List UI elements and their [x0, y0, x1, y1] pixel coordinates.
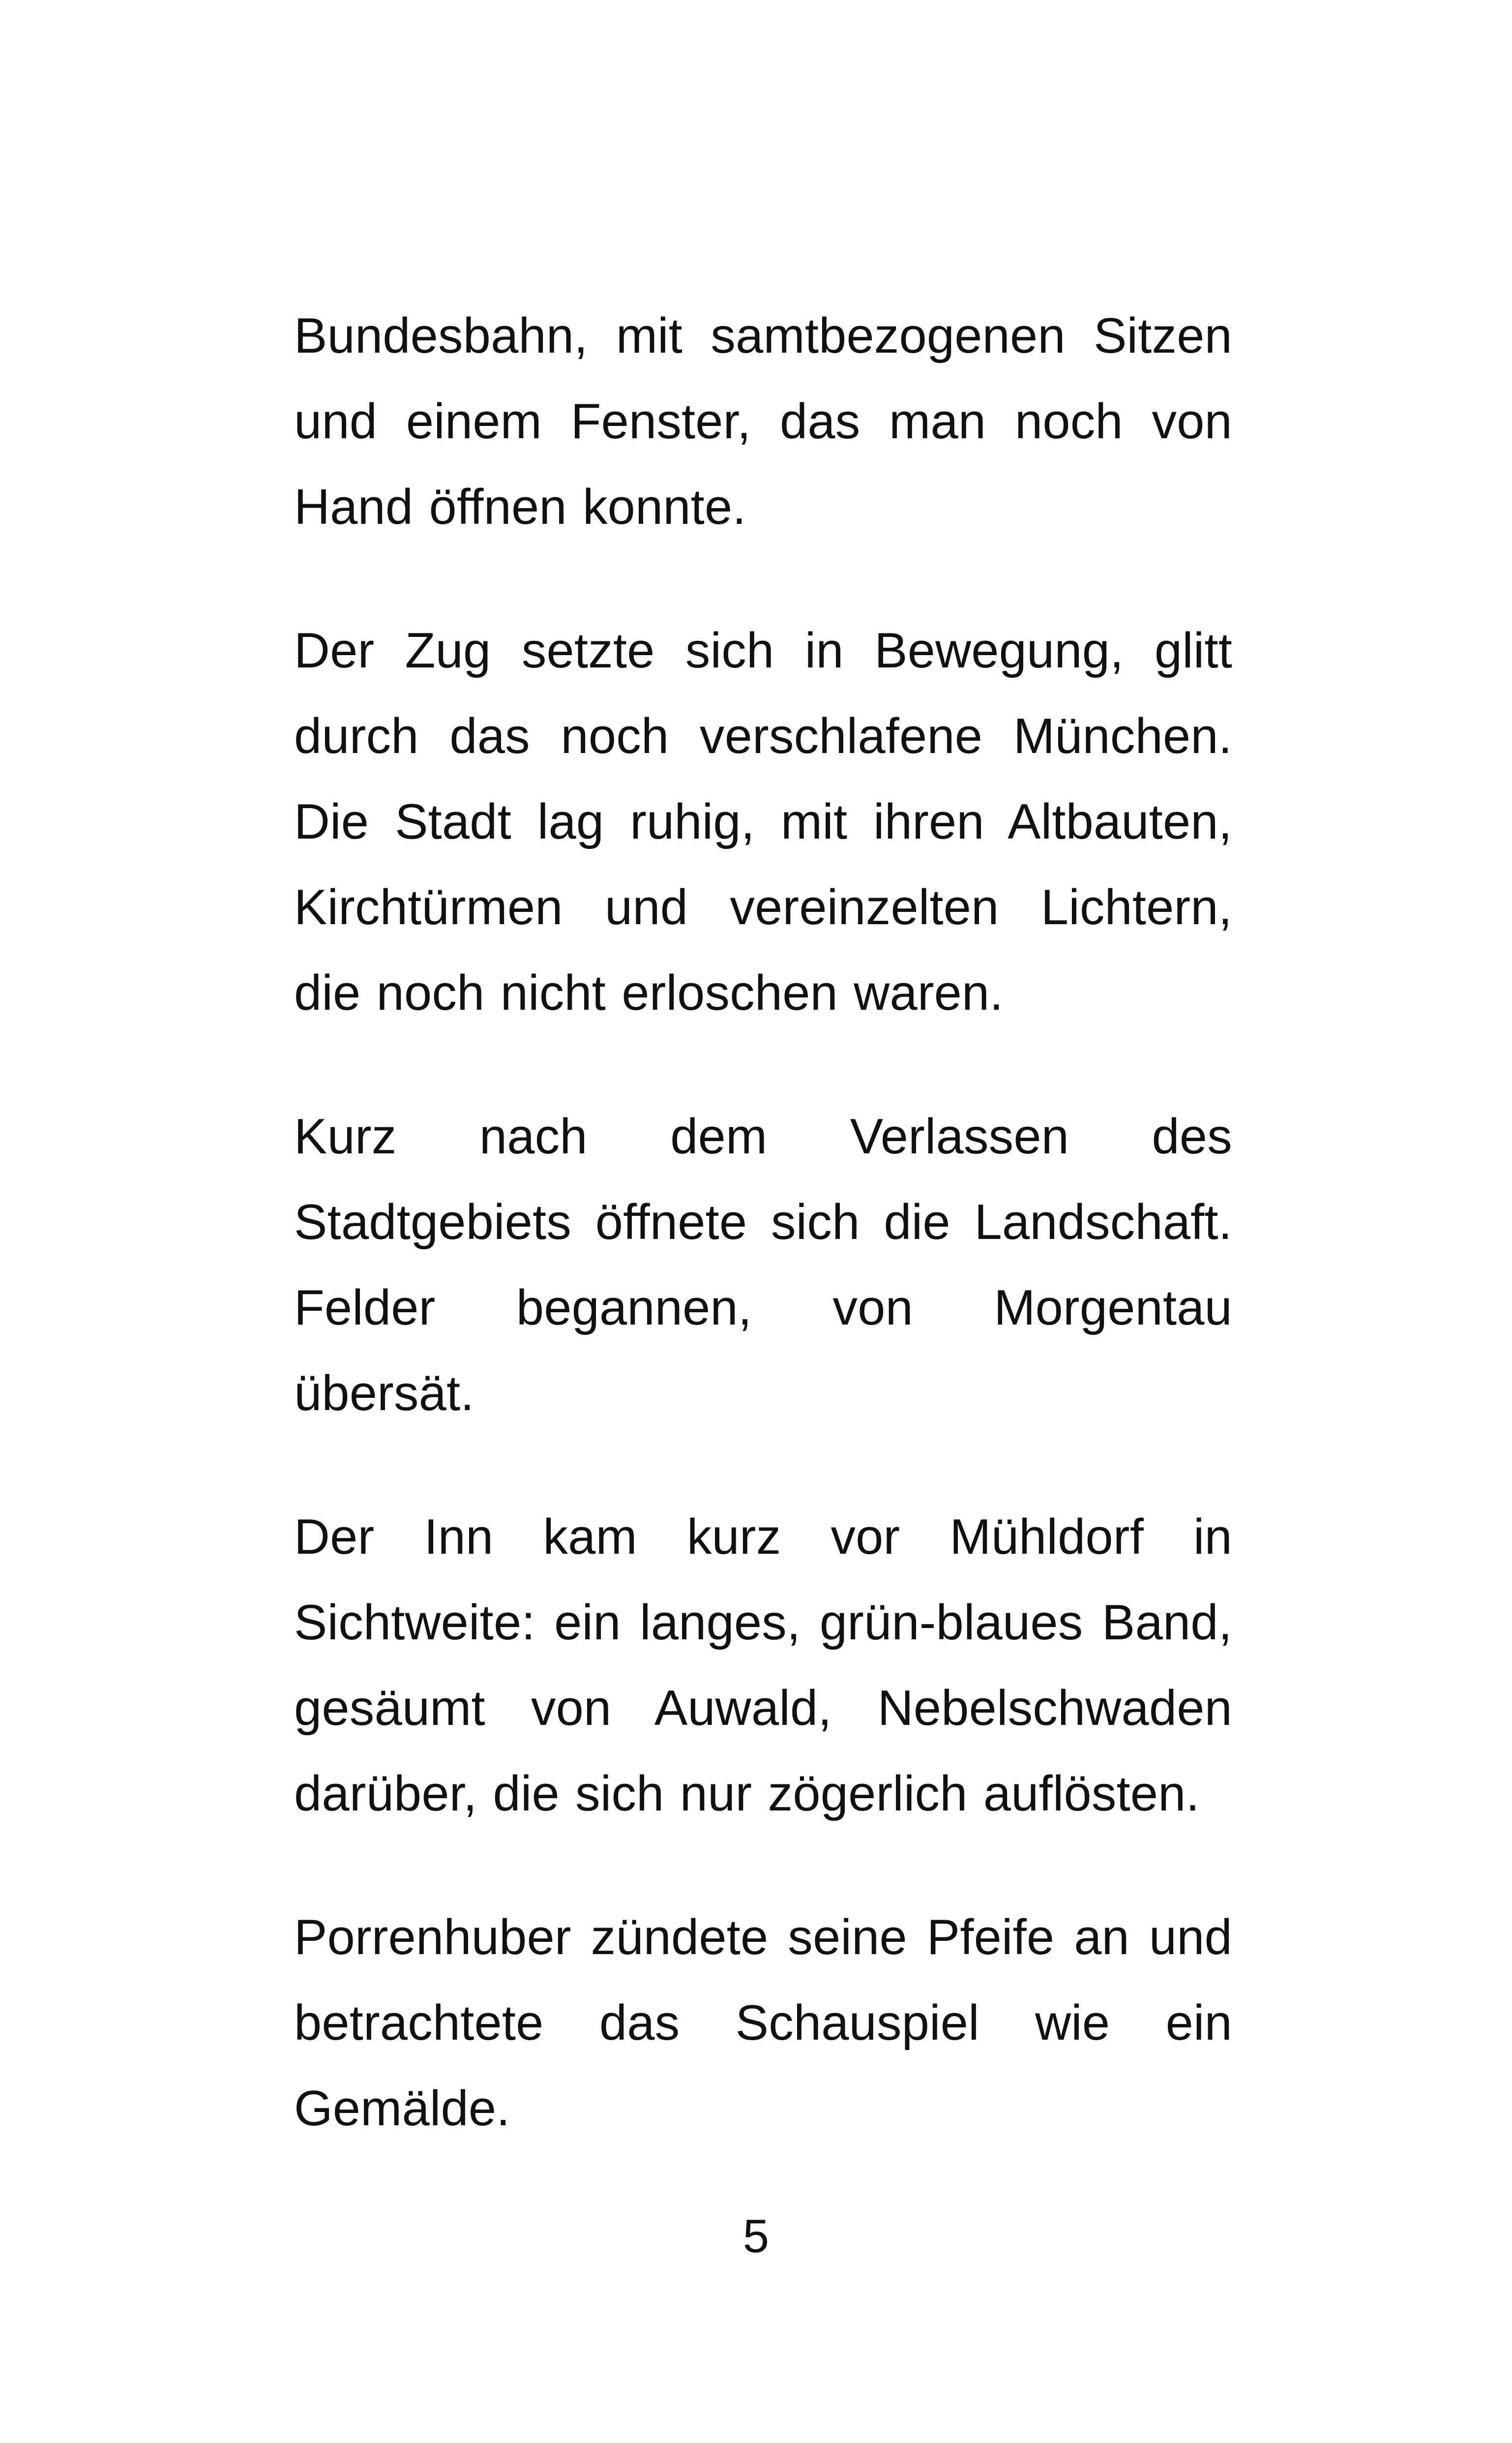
paragraph: Bundesbahn, mit samtbezogenen Sitzen und einem Fenster, das man noch von Hand öffnen konnte.: [294, 308, 1232, 535]
paragraph: Der Zug setzte sich in Bewegung, glitt durch das noch verschlafene München. Die Stadt lag ruhig, mit ihren Altbauten, Kirchtürmen und vereinzelten Lichtern, die noch nicht erloschen waren.: [294, 623, 1232, 1021]
page-number: 5: [742, 2210, 770, 2262]
body-text: [294, 293, 1232, 2151]
paragraph: Porrenhuber zündete seine Pfeife an und betrachtete das Schauspiel wie ein Gemälde.: [294, 1910, 1232, 2136]
paragraph: Kurz nach dem Verlassen des Stadtgebiets öffnete sich die Landschaft. Felder begannen, von Morgentau übersät.: [294, 1109, 1232, 1421]
paragraph: Der Inn kam kurz vor Mühldorf in Sichtweite: ein langes, grün-blaues Band, gesäumt von Auwald, Nebelschwaden darüber, die sich nur zögerlich auflösten.: [294, 1509, 1232, 1821]
